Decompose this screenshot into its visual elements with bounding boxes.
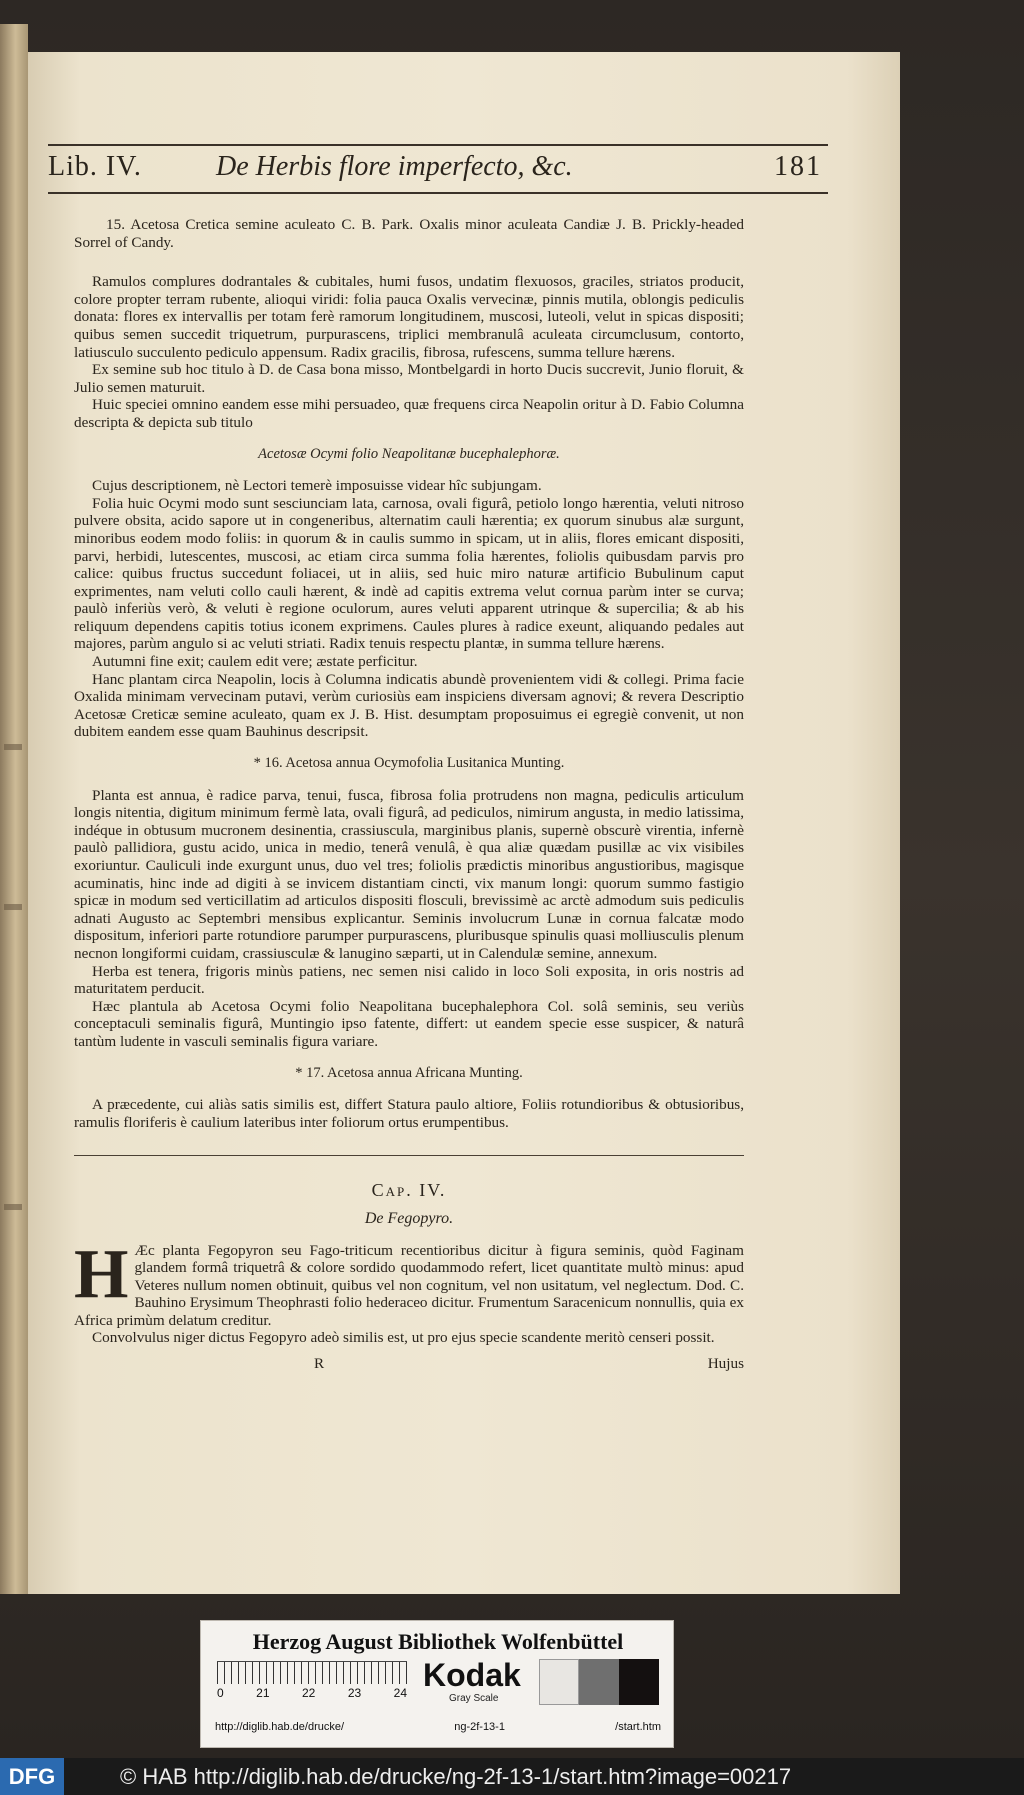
- entry-16-title: * 16. Acetosa annua Ocymofolia Lusitanica Munting.: [253, 755, 565, 772]
- left-page-edge: [0, 24, 28, 1594]
- ruler-number: 0: [217, 1686, 224, 1700]
- section-divider: [74, 1155, 744, 1156]
- page-text: [74, 216, 744, 1373]
- catchword: Hujus: [707, 1355, 744, 1373]
- paragraph: Huic speciei omnino eandem esse mihi persuadeo, quæ frequens circa Neapolin oritur à D. Fabio Columna descripta & depicta sub titulo: [74, 396, 744, 431]
- footer-bar: [0, 1758, 1024, 1795]
- paragraph: Ramulos complures dodrantales & cubitales, humi fusos, undatim flexuosos, graciles, striatos producit, colore propter terram rubente, alioqui viridi: folia pauca Oxalis vervecinæ, pinnis mutila, oblongis pediculis donata: flores ex intervallis per totam ferè ramorum longitudinem, muscosi, luteoli, velut in spicas dispositi; quibus semen succedit triquetrum, purpurascens, triplici membranulâ aculeata circumclusum, contorto, latiusculo succulento pediculo appensum. Radix gracilis, fibrosa, rufescens, summa tellure hærens.: [74, 273, 744, 361]
- ruler-number: 22: [301, 1686, 316, 1700]
- header-rule-top: [48, 144, 828, 146]
- paragraph: Autumni fine exit; caulem edit vere; æstate perficitur.: [92, 653, 418, 671]
- paragraph: Ex semine sub hoc titulo à D. de Casa bona misso, Montbelgardi in horto Ducis succrevit, Junio floruit, & Julio semen maturuit.: [74, 361, 744, 396]
- target-url-right: /start.htm: [615, 1721, 661, 1733]
- signature-mark: R: [314, 1355, 325, 1373]
- paragraph: Planta est annua, è radice parva, tenui, fusca, fibrosa folia protrudens non magna, pediculis articulum longis nitentia, digitum minimum fermè lata, ovali figurâ, ad pediculos, nimirum angusta, in medio latissima, indéque in obtusum mucronem desinentia, crassiuscula, marginibus planis, supernè obscurè virentia, infernè paulò pallidiora, gustu acido, unica in medio, tenerâ venulâ, è qua aliæ quædam pusillæ ac vix visibiles exoriuntur. Cauliculi inde exurgunt unus, duo vel tres; foliolis prædictis minoribus angustioribus, magisque acuminatis, hinc inde ad digiti à se invicem distantiam cincti, vix manum longi: quorum summo fastigio spicæ in modum sed verticillatim ad articulos dispositi flosculi, brevissimè ac arctè admodum suis pediculis adnati Augusto ac Septembri mensibus explicantur. Seminis involucrum Lunæ in cornua falcatæ modo dispositum, inferiori parte rotundiore parumper purpurascens, pluribusque spinulis quasi molliusculis plenum necnon longiformi cuidam, crassiusculæ & lanugino sæparti, ut in Calendulæ semine, annexum.: [74, 786, 744, 962]
- paragraph: Hanc plantam circa Neapolin, locis à Columna indicatis abundè provenientem vidi & collegi. Prima facie Oxalida minimam vervecinam putavi, verùm curiosiùs eam inspiciens diversam agnovi; & revera Descriptio Acetosæ Creticæ semine aculeato, quam ex J. B. Hist. desumptam proposuimus ei egregiè convenit, ut non dubitem eandem esse quam Bauhinus descripsit.: [74, 670, 744, 741]
- gray-swatch-dark: [619, 1659, 659, 1705]
- book-page: [28, 52, 900, 1594]
- paragraph: A præcedente, cui aliàs satis similis est, differt Statura paulo altiore, Foliis rotundioribus & obtusioribus, ramulis floriferis è caulium lateribus inter foliorum ortus erumpentibus.: [74, 1096, 744, 1131]
- drop-cap: H: [74, 1235, 129, 1313]
- ruler-number: 23: [347, 1686, 362, 1700]
- paragraph: Convolvulus niger dictus Fegopyro adeò similis est, ut pro ejus specie scandente meritò censeri possit.: [92, 1329, 715, 1347]
- dfg-logo: DFG: [0, 1758, 64, 1795]
- paragraph: Folia huic Ocymi modo sunt sesciunciam lata, carnosa, ovali figurâ, petiolo longo hærentia, veluti nitroso pulvere obsita, acido sapore ut in congeneribus, alternatim cauli hærentia; ex quorum sinubus alæ surgunt, minoribus eodem modo foliis: in quorum & in caulis summo in spicam, ut in aliis, flores emicant dispositi, parvi, herbidi, lutescentes, muscosi, ac etiam circa summa folia hærentes, foliolis quibusdam parvis pro calice: quibus fructus succedunt foliacei, ut in aliis, sed huic miro naturæ artificio Bubulinum caput exprimentes, nam veluti collo cauli hærent, & indè ad capitis extrema velut cornua parùm inter se curva; paulò inferiùs verò, & veluti è regione oculorum, aures veluti apparent utrinque & supercilia; & ab his reliquum dependens capitis totius iconem exprimens. Caules plures à radice exeunt, aliquando pedales aut majores, parùm angulo si ac veluti striati. Radix tenuis respectu plantæ, in summa tellure hærens.: [74, 494, 744, 653]
- library-name: Herzog August Bibliothek Wolfenbüttel: [252, 1629, 624, 1654]
- left-page-mark: [4, 904, 22, 910]
- chapter-heading: Cap. IV.: [371, 1180, 447, 1201]
- ruler-number: 21: [256, 1686, 270, 1700]
- paragraph: Æc planta Fegopyron seu Fago-triticum recentioribus dicitur à figura seminis, quòd Faginam glandem formâ triquetrâ & colore sordido quodammodo refert, licet quantitate multò minus: apud Veteres nullum nomen obtinuit, quibus vel non cognitum, vel non usitatum, vel neglectum. Dod. C. Bauhino Erysimum Theophrasti folio hederaceo dicitur. Frumentum Saracenicum nonnullis, quia ex Africa primùm delatum creditur.: [74, 1241, 744, 1329]
- paragraph: Cujus descriptionem, nè Lectori temerè imposuisse videar hîc subjungam.: [92, 477, 542, 495]
- header-rule-bottom: [48, 192, 828, 194]
- ruler-number: 24: [393, 1686, 407, 1700]
- scale-ruler: [217, 1661, 407, 1703]
- entry-17-title: * 17. Acetosa annua Africana Munting.: [295, 1064, 523, 1081]
- kodak-logo: Kodak: [423, 1657, 521, 1693]
- target-url-left: http://diglib.hab.de/drucke/: [215, 1721, 345, 1733]
- ruler-numbers: [217, 1686, 407, 1700]
- page-number: 181: [774, 151, 822, 182]
- ruler-ticks: [217, 1662, 407, 1684]
- gray-swatch-light: [539, 1659, 579, 1705]
- page-footer-marks: [74, 1347, 744, 1373]
- paragraph: Herba est tenera, frigoris minùs patiens, nec semen nisi calido in loco Soli exposita, in oris nostris ad maturitatem perducit.: [74, 962, 744, 998]
- gray-scale-label: Gray Scale: [449, 1693, 499, 1704]
- entry-15-title: 15. Acetosa Cretica semine aculeato C. B. Park. Oxalis minor aculeata Candiæ J. B. Prickly-headed Sorrel of Candy.: [74, 216, 744, 251]
- header-title: De Herbis flore imperfecto, &c.: [216, 151, 573, 182]
- target-url-row: [215, 1721, 661, 1733]
- paragraph: Hæc plantula ab Acetosa Ocymi folio Neapolitana bucephalephora Col. solâ seminis, seu veriùs conceptaculi seminalis figurâ, Muntingio ipso fatente, differt: ut eandem specie esse suspicer, & naturâ tantùm ludente in vasculi seminalis figura variare.: [74, 997, 744, 1050]
- copyright-link[interactable]: © HAB http://diglib.hab.de/drucke/ng-2f-13-1/start.htm?image=00217: [120, 1764, 792, 1789]
- chapter-opening: [74, 1235, 744, 1330]
- library-target-card: [200, 1620, 674, 1748]
- subtitle: Acetosæ Ocymi folio Neapolitanæ bucephalephoræ.: [258, 445, 560, 462]
- chapter-subtitle: De Fegopyro.: [364, 1209, 454, 1227]
- target-id: ng-2f-13-1: [454, 1721, 505, 1733]
- header-book: Lib. IV.: [48, 151, 142, 182]
- left-page-mark: [4, 744, 22, 750]
- gray-swatch-mid: [579, 1659, 619, 1705]
- left-page-mark: [4, 1204, 22, 1210]
